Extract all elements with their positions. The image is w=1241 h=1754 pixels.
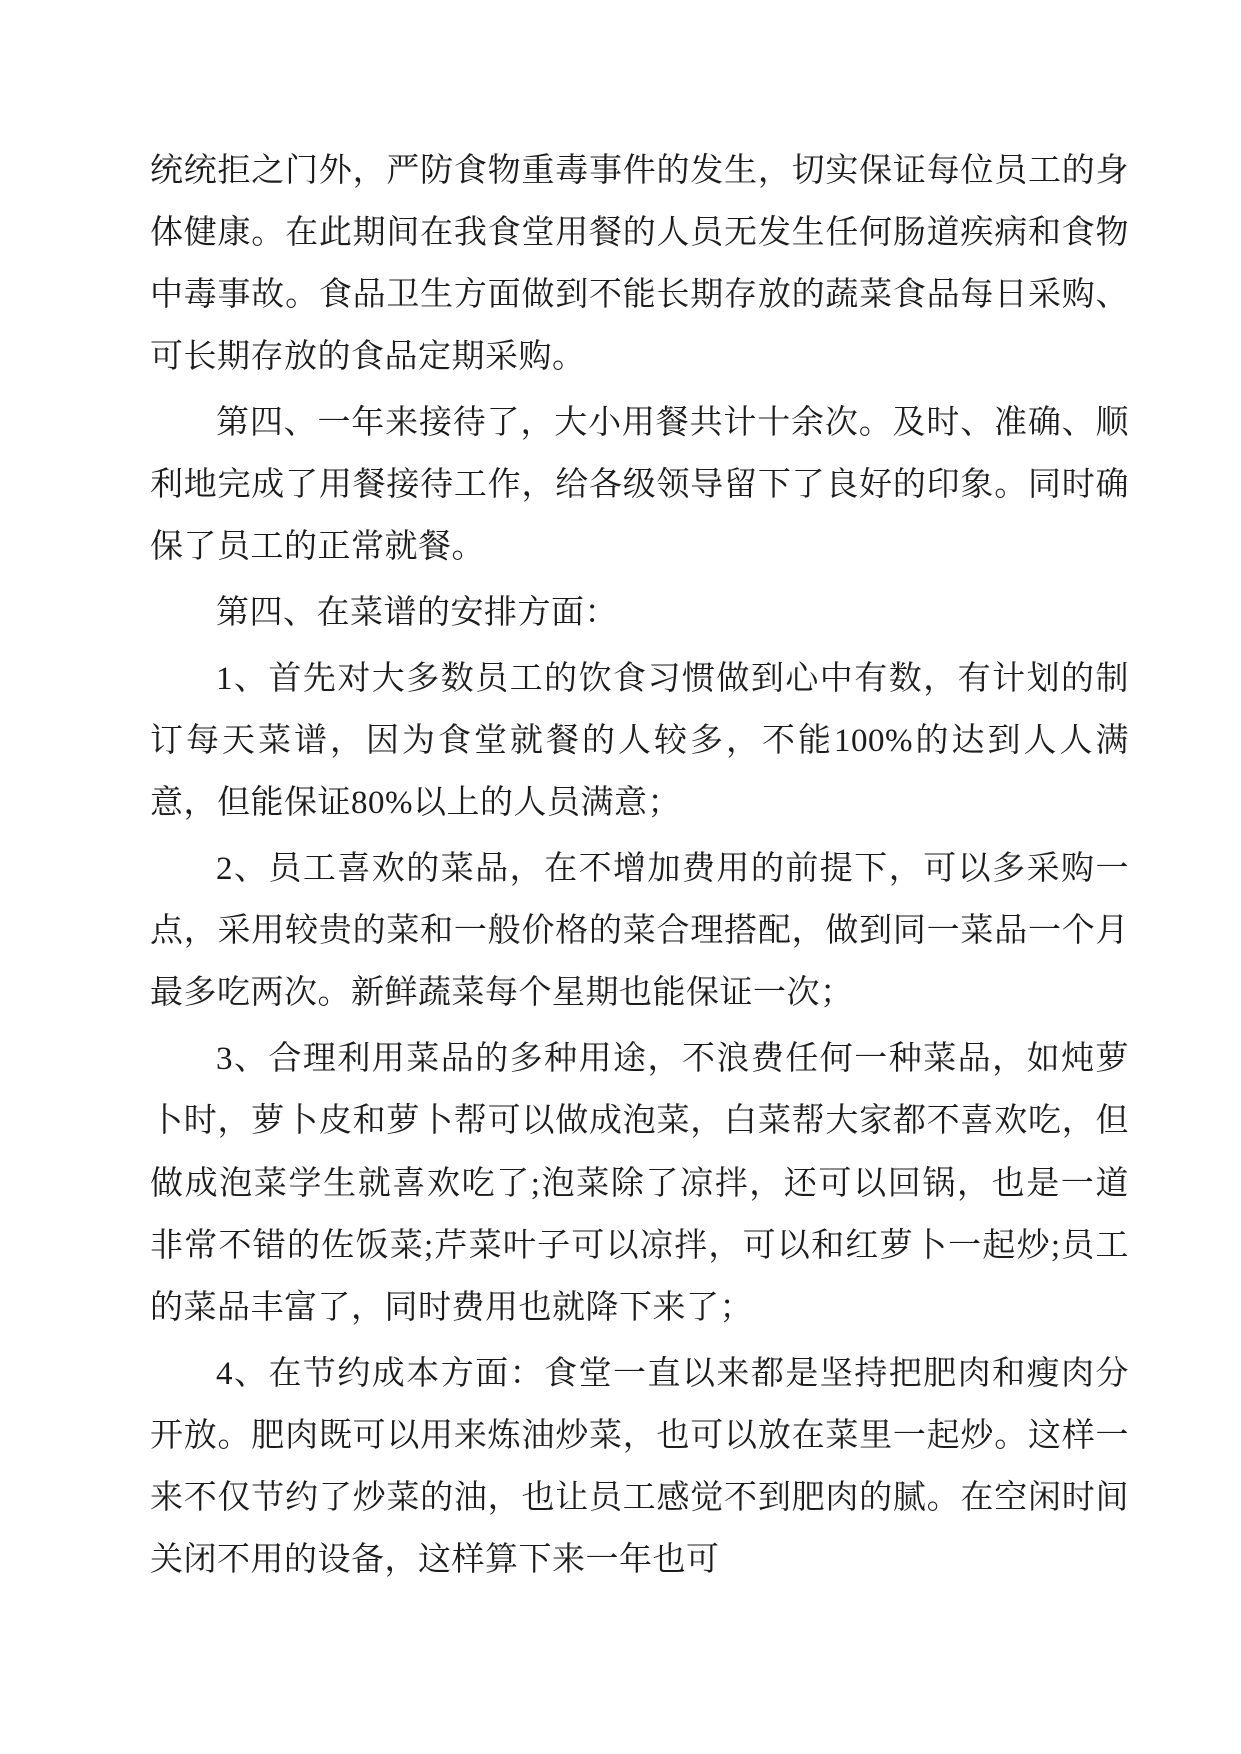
paragraph: 1、首先对大多数员工的饮食习惯做到心中有数，有计划的制订每天菜谱，因为食堂就餐的人较多，不能100%的达到人人满意，但能保证80%以上的人员满意； [150, 661, 1129, 822]
paragraph: 统统拒之门外，严防食物重毒事件的发生，切实保证每位员工的身体健康。在此期间在我食堂用餐的人员无发生任何肠道疾病和食物中毒事故。食品卫生方面做到不能长期存放的蔬菜食品每日采购、可长期存放的食品定期采购。 [150, 153, 1129, 376]
paragraph: 3、合理利用菜品的多种用途，不浪费任何一种菜品，如炖萝卜时，萝卜皮和萝卜帮可以做成泡菜，白菜帮大家都不喜欢吃，但做成泡菜学生就喜欢吃了;泡菜除了凉拌，还可以回锅，也是一道非常不错的佐饭菜;芹菜叶子可以凉拌，可以和红萝卜一起炒;员工的菜品丰富了，同时费用也就降下来了； [150, 1041, 1129, 1326]
paragraph: 第四、一年来接待了，大小用餐共计十余次。及时、准确、顺利地完成了用餐接待工作，给各级领导留下了良好的印象。同时确保了员工的正常就餐。 [150, 405, 1129, 566]
paragraph: 4、在节约成本方面：食堂一直以来都是坚持把肥肉和瘦肉分开放。肥肉既可以用来炼油炒菜，也可以放在菜里一起炒。这样一来不仅节约了炒菜的油，也让员工感觉不到肥肉的腻。在空闲时间关闭不用的设备，这样算下来一年也可 [150, 1355, 1129, 1578]
paragraph: 2、员工喜欢的菜品，在不增加费用的前提下，可以多采购一点，采用较贵的菜和一般价格的菜合理搭配，做到同一菜品一个月最多吃两次。新鲜蔬菜每个星期也能保证一次； [150, 851, 1129, 1012]
paragraph: 第四、在菜谱的安排方面： [216, 595, 618, 632]
document-body [150, 140, 1129, 1591]
